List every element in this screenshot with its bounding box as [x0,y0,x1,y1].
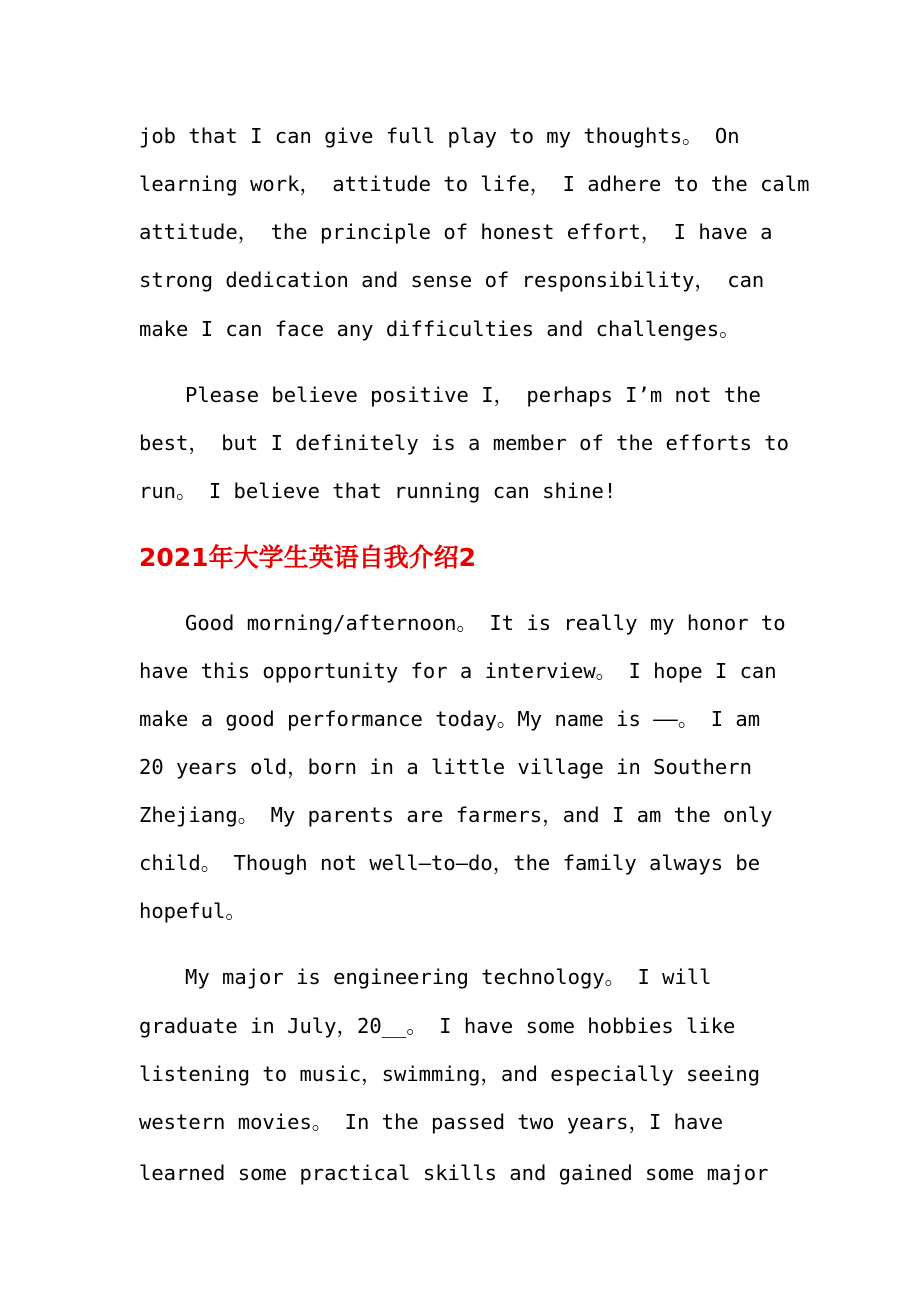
paragraph-4-line-5: learned some practical skills and gained some major [139,1161,769,1185]
paragraph-2-line-3: run。 I believe that running can shine! [139,479,617,503]
paragraph-3-line-2: have this opportunity for a interview。 I hope I can [139,659,777,683]
paragraph-1-line-1: job that I can give full play to my thoughts。 On [139,124,740,148]
section-heading: 2021年大学生英语自我介绍2 [139,543,476,572]
paragraph-3-line-5: Zhejiang。 My parents are farmers，and I am the only [139,803,773,827]
paragraph-4-line-3: listening to music，swimming，and especially seeing [139,1062,761,1086]
paragraph-1-line-5: make I can face any difficulties and challenges。 [139,317,740,341]
paragraph-4-line-1: My major is engineering technology。 I will [185,965,712,989]
paragraph-4-line-4: western movies。 In the passed two years，I have [139,1110,724,1134]
paragraph-2-line-2: best， but I definitely is a member of the efforts to [139,431,789,455]
paragraph-3-line-3: make a good performance today。My name is ——。 I am [139,707,761,731]
paragraph-4-line-2: graduate in July，20__。 I have some hobbies like [139,1014,736,1038]
paragraph-3-line-4: 20 years old，born in a little village in Southern [139,755,752,779]
paragraph-3-line-7: hopeful。 [139,899,246,923]
paragraph-1-line-2: learning work， attitude to life， I adhere to the calm [139,172,810,196]
paragraph-3-line-6: child。 Though not well—to—do，the family always be [139,851,761,875]
paragraph-3-line-1: Good morning/afternoon。 It is really my honor to [185,611,786,635]
paragraph-1-line-3: attitude， the principle of honest effort， I have a [139,220,773,244]
paragraph-2-line-1: Please believe positive I， perhaps I’m not the [185,383,761,407]
paragraph-1-line-4: strong dedication and sense of responsibility， can [139,268,765,292]
